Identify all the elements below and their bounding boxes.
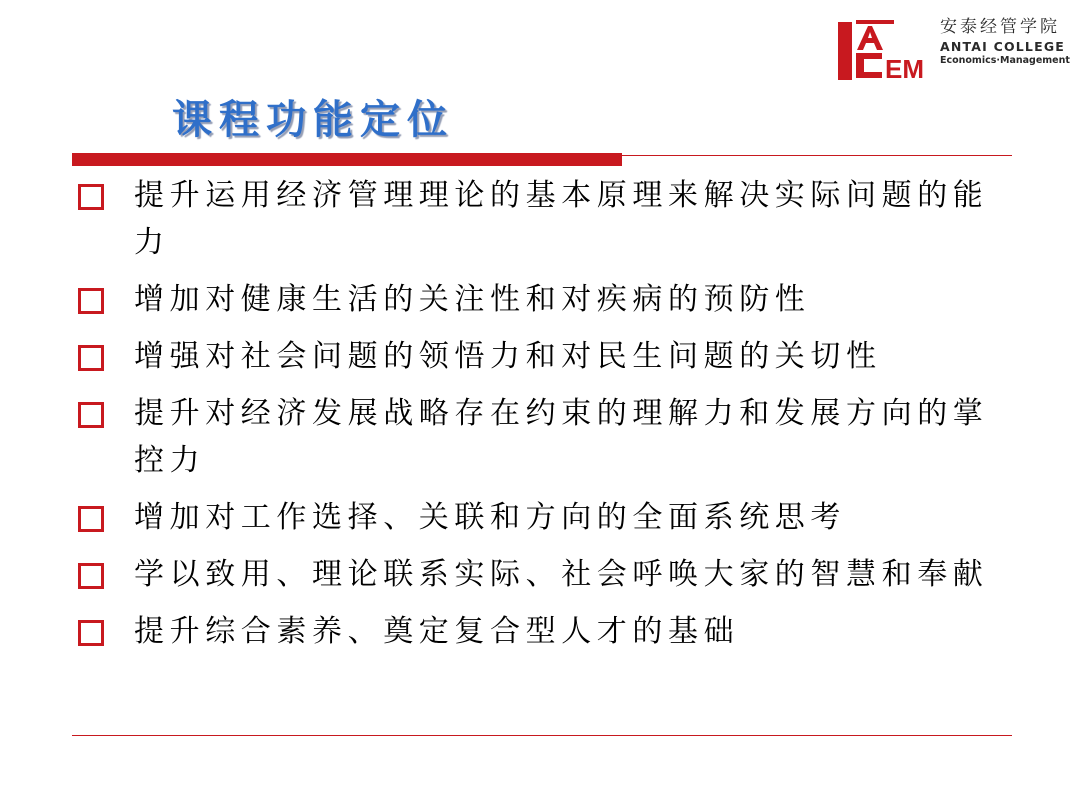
bullet-item [76, 333, 1016, 380]
square-bullet-icon [78, 620, 104, 646]
title-underline-rule [622, 155, 1012, 156]
square-bullet-icon [78, 345, 104, 371]
logo-chinese-name: 安泰经管学院 [940, 17, 1060, 37]
bullet-item [76, 276, 1016, 323]
square-bullet-icon [78, 288, 104, 314]
acem-logo-icon [838, 20, 934, 82]
square-bullet-icon [78, 506, 104, 532]
antai-logo [838, 16, 1078, 82]
slide-title: 课程功能定位 [172, 96, 454, 143]
bullet-text: 增强对社会问题的领悟力和对民生问题的关切性 [134, 339, 882, 374]
bullet-text: 提升对经济发展战略存在约束的理解力和发展方向的掌控力 [134, 396, 989, 478]
bullet-text: 学以致用、理论联系实际、社会呼唤大家的智慧和奉献 [134, 557, 989, 592]
logo-em-glyph: EM [885, 54, 924, 82]
bullet-text: 增加对工作选择、关联和方向的全面系统思考 [134, 500, 846, 535]
bullet-item [76, 551, 1016, 598]
square-bullet-icon [78, 184, 104, 210]
bullet-list [76, 172, 1016, 665]
logo-english-name: ANTAI COLLEGE [940, 39, 1066, 54]
bullet-item [76, 608, 1016, 655]
square-bullet-icon [78, 563, 104, 589]
title-underline-bar [72, 153, 622, 166]
square-bullet-icon [78, 402, 104, 428]
footer-rule [72, 735, 1012, 736]
logo-text-block [940, 16, 1080, 67]
bullet-item [76, 390, 1016, 484]
logo-english-subtitle: Economics·Management [940, 55, 1070, 66]
bullet-item [76, 494, 1016, 541]
bullet-text: 提升运用经济管理理论的基本原理来解决实际问题的能力 [134, 178, 989, 260]
bullet-text: 增加对健康生活的关注性和对疾病的预防性 [134, 282, 811, 317]
bullet-item [76, 172, 1016, 266]
bullet-text: 提升综合素养、奠定复合型人才的基础 [134, 614, 740, 649]
